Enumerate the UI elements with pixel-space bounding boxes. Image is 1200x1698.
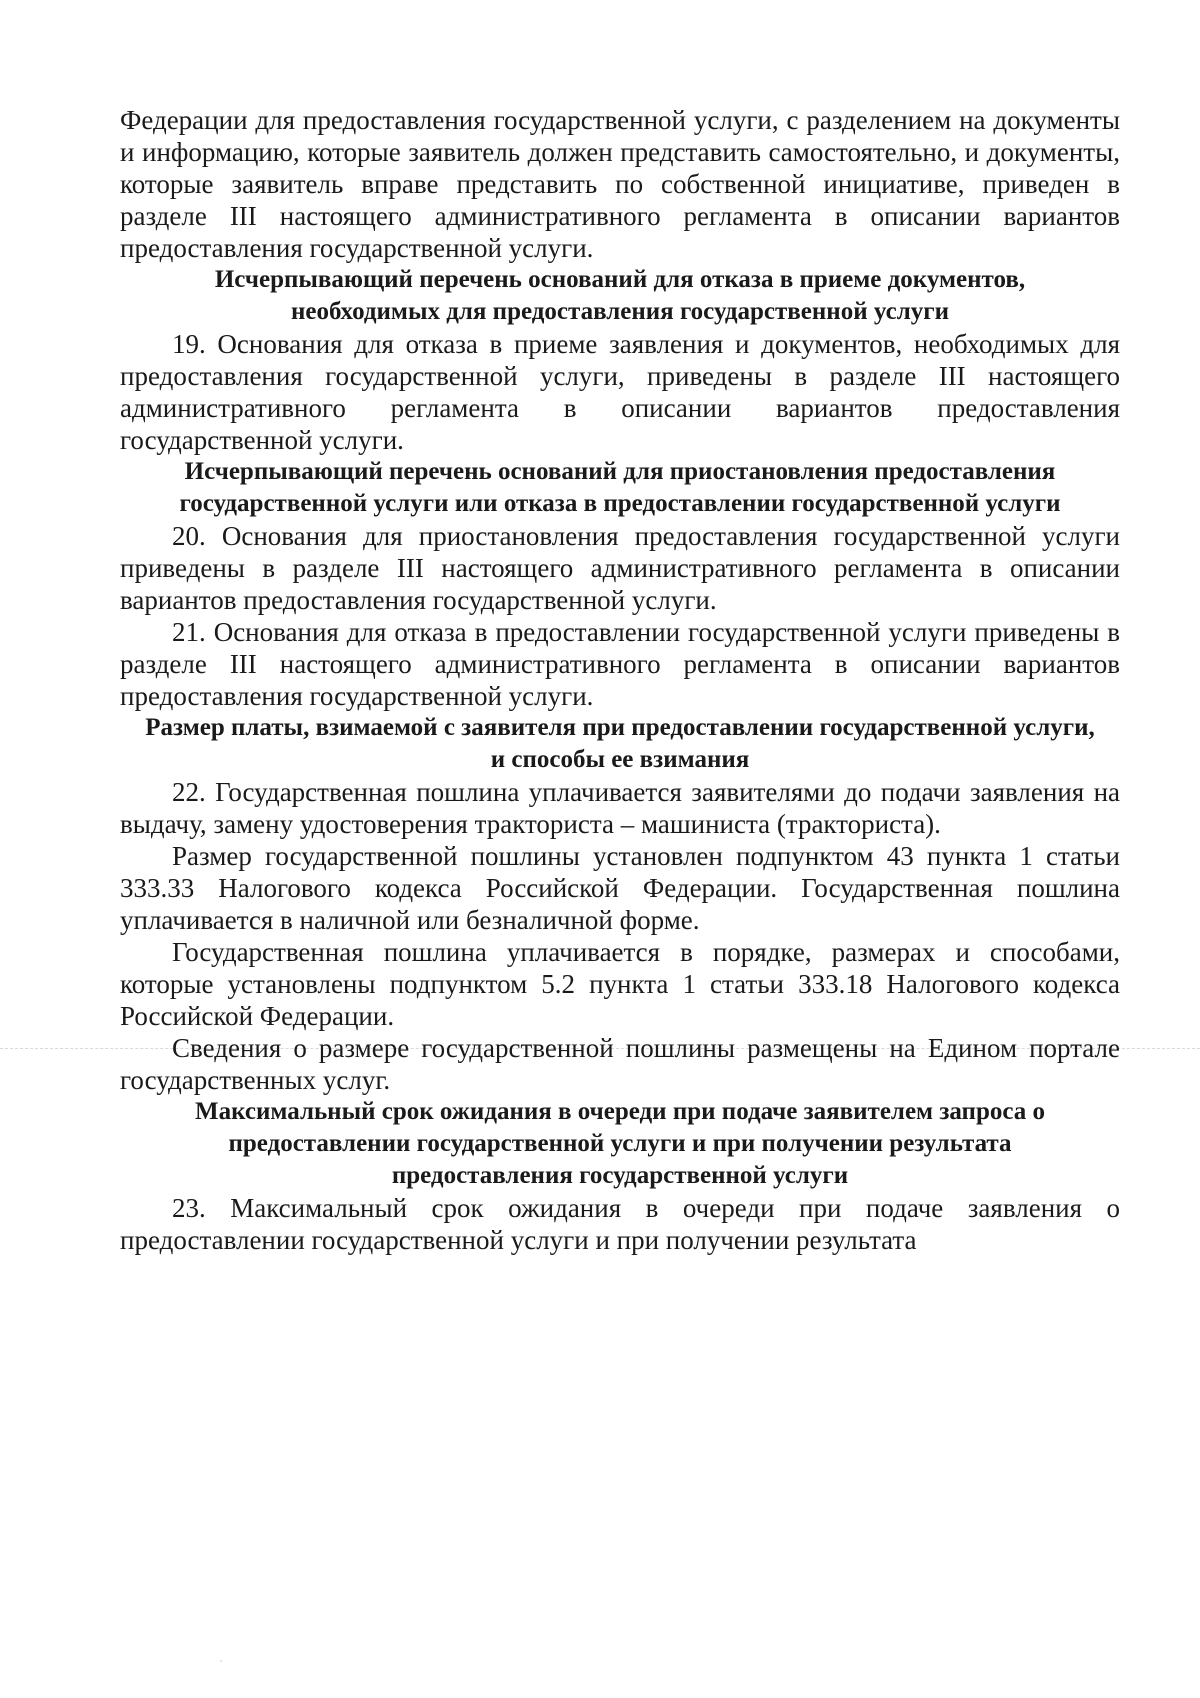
paragraph-22d: Сведения о размере государственной пошлины размещены на Едином портале государственных услуг. xyxy=(120,1033,1120,1095)
heading-suspension: Исчерпывающий перечень оснований для приостановления предоставления государственной услуги или отказа в предоставлении государственной услуги xyxy=(179,458,1061,517)
paragraph-20: 20. Основания для приостановления предоставления государственной услуги приведены в разделе III настоящего административного регламента в описании вариантов предоставления государственной услуги. xyxy=(120,521,1120,615)
document-body xyxy=(120,104,1120,1256)
paragraph-21: 21. Основания для отказа в предоставлении государственной услуги приведены в разделе III настоящего административного регламента в описании вариантов предоставления государственной услуги. xyxy=(120,617,1120,711)
heading-fee: Размер платы, взимаемой с заявителя при предоставлении государственной услуги, и способы ее взимания xyxy=(145,714,1095,773)
scan-speck xyxy=(220,1660,222,1662)
paragraph-23: 23. Максимальный срок ожидания в очереди при подаче заявления о предоставлении государственной услуги и при получении результата xyxy=(120,1193,1120,1255)
paragraph-22a: 22. Государственная пошлина уплачивается заявителями до подачи заявления на выдачу, замену удостоверения тракториста – машиниста (тракториста). xyxy=(120,777,1120,839)
paragraph-22b: Размер государственной пошлины установлен подпунктом 43 пункта 1 статьи 333.33 Налогового кодекса Российской Федерации. Государственная пошлина уплачивается в наличной или безналичной форме. xyxy=(120,841,1120,935)
heading-refusal-reception: Исчерпывающий перечень оснований для отказа в приеме документов, необходимых для предоставления государственной услуги xyxy=(214,266,1026,325)
heading-waiting-time: Максимальный срок ожидания в очереди при подаче заявителем запроса о предоставлении государственной услуги и при получении результата предоставления государственной услуги xyxy=(194,1098,1045,1189)
paragraph-intro: Федерации для предоставления государственной услуги, с разделением на документы и информацию, которые заявитель должен представить самостоятельно, и документы, которые заявитель вправе представить по собственной инициативе, приведен в разделе III настоящего административного регламента в описании вариантов предоставления государственной услуги. xyxy=(120,105,1120,263)
paragraph-19: 19. Основания для отказа в приеме заявления и документов, необходимых для предоставления государственной услуги, приведены в разделе III настоящего административного регламента в описании вариантов предоставления государственной услуги. xyxy=(120,329,1120,455)
paragraph-22c: Государственная пошлина уплачивается в порядке, размерах и способами, которые установлены подпунктом 5.2 пункта 1 статьи 333.18 Налогового кодекса Российской Федерации. xyxy=(120,937,1120,1031)
